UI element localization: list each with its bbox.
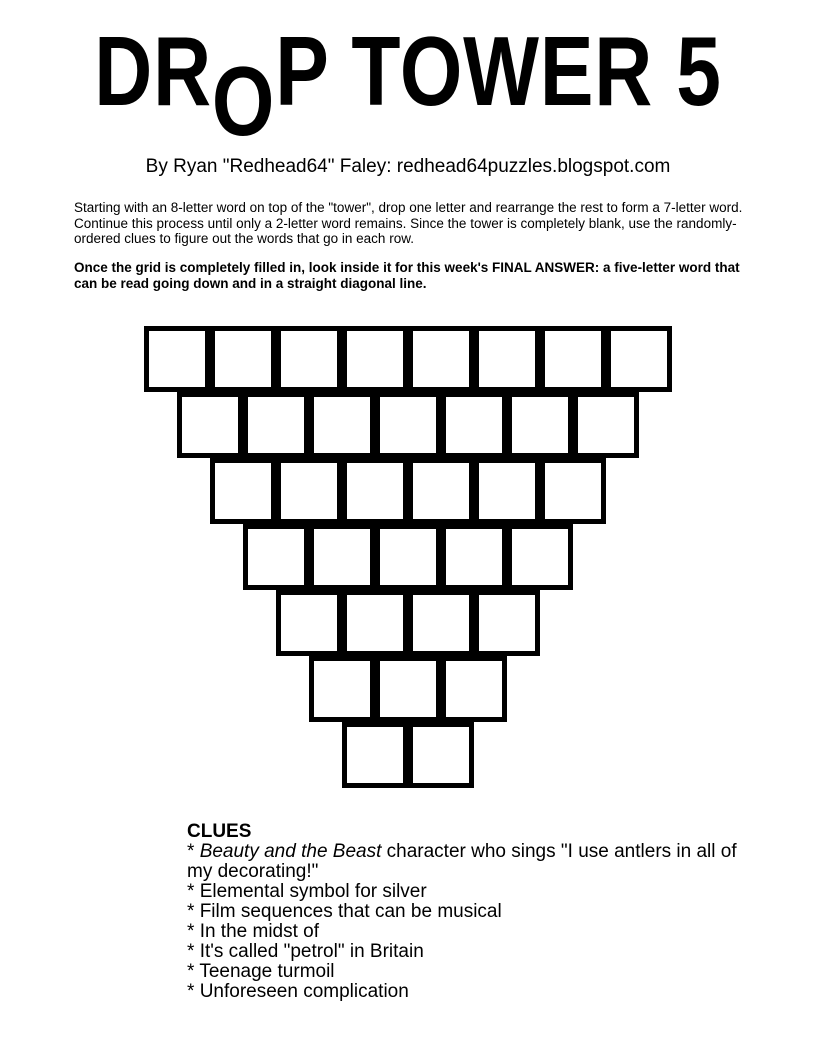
grid-cell-r6-c3[interactable] xyxy=(441,656,507,722)
clue-bullet: * xyxy=(187,841,200,862)
grid-cell-r5-c3[interactable] xyxy=(408,590,474,656)
author-byline: By Ryan "Redhead64" Faley: redhead64puzzles.blogspot.com xyxy=(145,156,671,177)
grid-cell-r2-c5[interactable] xyxy=(441,392,507,458)
clue-text: Film sequences that can be musical xyxy=(199,901,502,922)
grid-cell-r1-c2[interactable] xyxy=(210,326,276,392)
instructions-text: Starting with an 8-letter word on top of the "tower", drop one letter and rearrange the rest to form a 7-letter word. Continue this process until only a 2-letter word remains. Since the tower is completely blank, use the randomly-ordered clues to figure out the words that go in each row. xyxy=(74,200,743,246)
clue-item xyxy=(187,922,747,942)
clue-text: character who sings "I use antlers in all of my decorating!" xyxy=(187,841,737,882)
title-part-1: DR xyxy=(94,16,212,126)
grid-cell-r3-c1[interactable] xyxy=(210,458,276,524)
grid-cell-r6-c2[interactable] xyxy=(375,656,441,722)
clue-bullet: * xyxy=(187,961,200,982)
grid-cell-r1-c7[interactable] xyxy=(540,326,606,392)
grid-cell-r5-c4[interactable] xyxy=(474,590,540,656)
clue-bullet: * xyxy=(187,981,200,1002)
grid-cell-r2-c1[interactable] xyxy=(177,392,243,458)
grid-cell-r3-c5[interactable] xyxy=(474,458,540,524)
title-part-2: P TOWER 5 xyxy=(275,16,722,126)
grid-cell-r1-c1[interactable] xyxy=(144,326,210,392)
final-answer-note: Once the grid is completely filled in, look inside it for this week's FINAL ANSWER: a five-letter word that can be read going down and in a straight diagonal line. xyxy=(74,260,740,291)
grid-cell-r3-c3[interactable] xyxy=(342,458,408,524)
grid-cell-r2-c7[interactable] xyxy=(573,392,639,458)
grid-cell-r3-c4[interactable] xyxy=(408,458,474,524)
grid-cell-r5-c1[interactable] xyxy=(276,590,342,656)
clue-item xyxy=(187,982,747,1002)
grid-cell-r2-c2[interactable] xyxy=(243,392,309,458)
clue-item xyxy=(187,842,747,882)
clue-item xyxy=(187,902,747,922)
clue-text: Elemental symbol for silver xyxy=(199,881,427,902)
clue-item xyxy=(187,962,747,982)
grid-cell-r7-c1[interactable] xyxy=(342,722,408,788)
grid-cell-r4-c2[interactable] xyxy=(309,524,375,590)
clues-heading: CLUES xyxy=(187,821,252,842)
title-dropped-letter: O xyxy=(211,46,276,156)
clue-text: It's called "petrol" in Britain xyxy=(199,941,424,962)
grid-cell-r4-c3[interactable] xyxy=(375,524,441,590)
clue-text: In the midst of xyxy=(199,921,320,942)
clue-bullet: * xyxy=(187,901,200,922)
clue-list xyxy=(187,842,747,1002)
grid-cell-r4-c5[interactable] xyxy=(507,524,573,590)
clues-section xyxy=(187,822,747,1002)
grid-cell-r2-c4[interactable] xyxy=(375,392,441,458)
grid-cell-r2-c3[interactable] xyxy=(309,392,375,458)
grid-cell-r1-c8[interactable] xyxy=(606,326,672,392)
grid-cell-r6-c1[interactable] xyxy=(309,656,375,722)
clue-text: Unforeseen complication xyxy=(199,981,409,1002)
grid-cell-r1-c4[interactable] xyxy=(342,326,408,392)
grid-cell-r4-c1[interactable] xyxy=(243,524,309,590)
grid-cell-r1-c3[interactable] xyxy=(276,326,342,392)
grid-cell-r3-c6[interactable] xyxy=(540,458,606,524)
grid-cell-r2-c6[interactable] xyxy=(507,392,573,458)
clue-item xyxy=(187,942,747,962)
grid-cell-r1-c6[interactable] xyxy=(474,326,540,392)
grid-cell-r1-c5[interactable] xyxy=(408,326,474,392)
grid-cell-r5-c2[interactable] xyxy=(342,590,408,656)
puzzle-title xyxy=(73,16,742,156)
clue-bullet: * xyxy=(187,881,200,902)
clue-text: Teenage turmoil xyxy=(199,961,335,982)
grid-cell-r7-c2[interactable] xyxy=(408,722,474,788)
clue-bullet: * xyxy=(187,921,200,942)
grid-cell-r3-c2[interactable] xyxy=(276,458,342,524)
grid-cell-r4-c4[interactable] xyxy=(441,524,507,590)
clue-bullet: * xyxy=(187,941,200,962)
clue-item xyxy=(187,882,747,902)
clue-italic-title: Beauty and the Beast xyxy=(199,841,382,862)
